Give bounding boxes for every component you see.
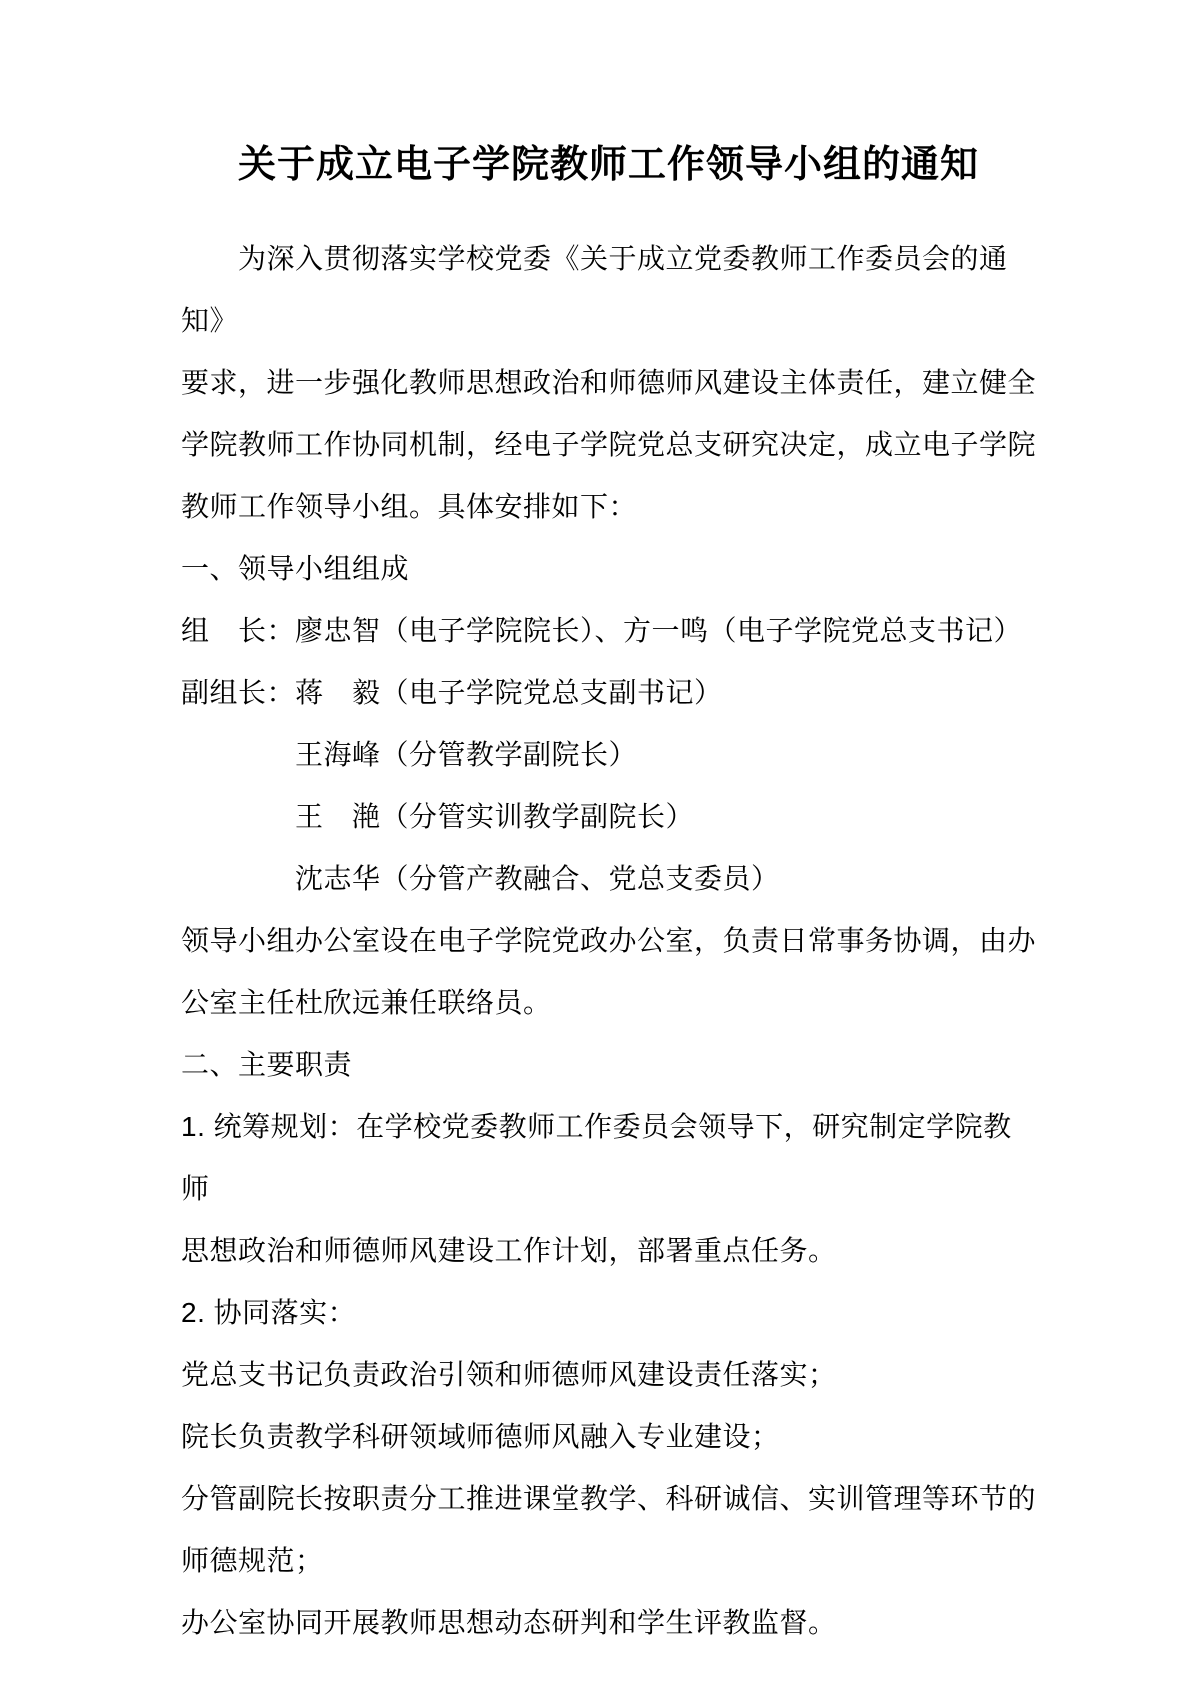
office-paragraph-line-1: 领导小组办公室设在电子学院党政办公室，负责日常事务协调，由办 [181, 925, 1037, 956]
duty-2-item-4: 办公室协同开展教师思想动态研判和学生评教监督。 [181, 1607, 837, 1638]
group-leader-line: 组 长：廖忠智（电子学院院长）、方一鸣（电子学院党总支书记） [181, 615, 1023, 646]
section-2-heading: 二、主要职责 [181, 1049, 353, 1080]
paragraph-intro-line-4: 教师工作领导小组。具体安排如下： [181, 491, 638, 522]
duty-2-item-2: 院长负责教学科研领域师德师风融入专业建设； [181, 1421, 780, 1452]
section-1-heading: 一、领导小组组成 [181, 553, 410, 584]
duty-2-heading: 2. 协同落实： [181, 1297, 357, 1328]
paragraph-intro-line-1: 为深入贯彻落实学校党委《关于成立党委教师工作委员会的通知》 [181, 243, 1008, 336]
document-title: 关于成立电子学院教师工作领导小组的通知 [237, 144, 979, 186]
deputy-leader-line-1: 副组长：蒋 毅（电子学院党总支副书记） [181, 677, 723, 708]
deputy-leader-line-4: 沈志华（分管产教融合、党总支委员） [181, 863, 780, 894]
duty-1-line-1: 1. 统筹规划：在学校党委教师工作委员会领导下，研究制定学院教师 [181, 1111, 1012, 1204]
paragraph-intro-line-3: 学院教师工作协同机制，经电子学院党总支研究决定，成立电子学院 [181, 429, 1037, 460]
duty-2-item-3-line-1: 分管副院长按职责分工推进课堂教学、科研诚信、实训管理等环节的 [181, 1483, 1037, 1514]
office-paragraph-line-2: 公室主任杜欣远兼任联络员。 [181, 987, 552, 1018]
duty-2-item-1: 党总支书记负责政治引领和师德师风建设责任落实； [181, 1359, 837, 1390]
deputy-leader-line-3: 王 滟（分管实训教学副院长） [181, 801, 695, 832]
paragraph-intro-line-2: 要求，进一步强化教师思想政治和师德师风建设主体责任，建立健全 [181, 367, 1037, 398]
deputy-leader-line-2: 王海峰（分管教学副院长） [181, 739, 638, 770]
duty-1-line-2: 思想政治和师德师风建设工作计划，部署重点任务。 [181, 1235, 837, 1266]
document-body [181, 228, 1036, 1654]
duty-2-item-3-line-2: 师德规范； [181, 1545, 324, 1576]
